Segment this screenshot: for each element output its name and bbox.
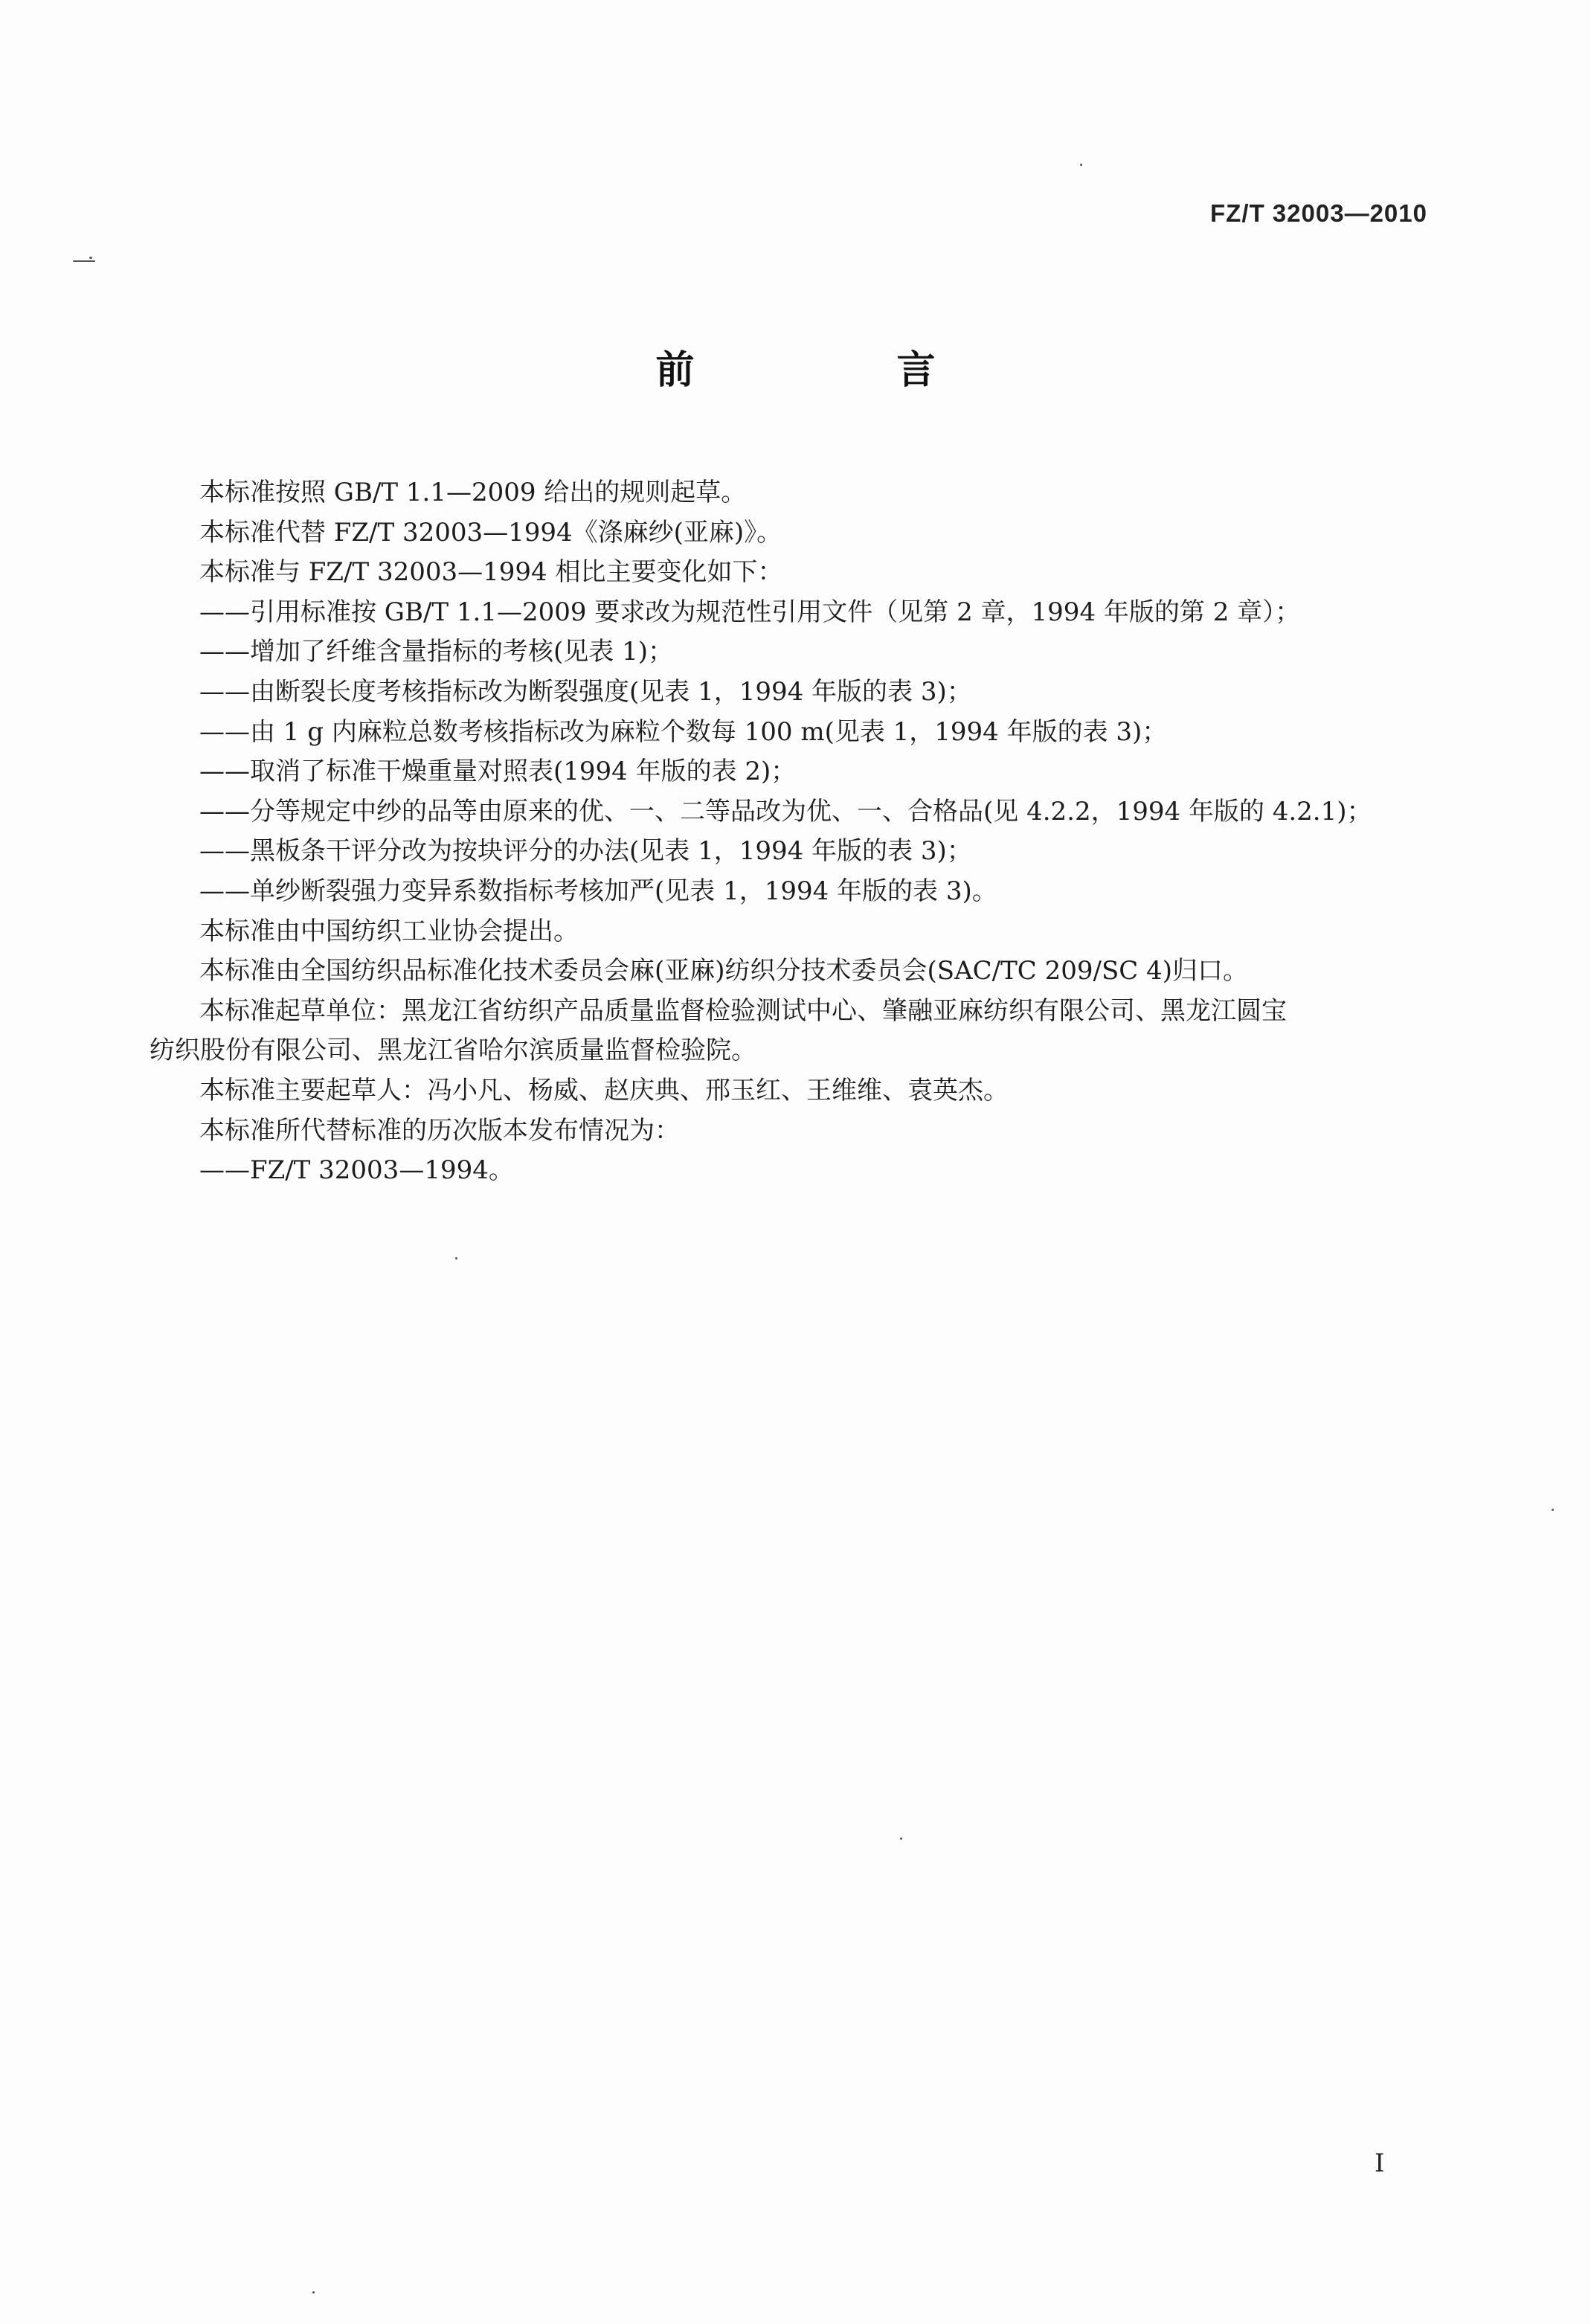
change-item: ——取消了标准干燥重量对照表(1994 年版的表 2)；	[199, 757, 797, 787]
change-item: ——黑板条干评分改为按块评分的办法(见表 1，1994 年版的表 3)；	[199, 836, 972, 867]
page-title: 前 言	[655, 348, 1018, 393]
paragraph-centralized: 本标准由全国纺织品标准化技术委员会麻(亚麻)纺织分技术委员会(SAC/TC 209/SC 4)归口。	[199, 956, 1248, 986]
paragraph-replaces: 本标准代替 FZ/T 32003—1994《涤麻纱(亚麻)》。	[199, 517, 782, 548]
change-item: ——由断裂长度考核指标改为断裂强度(见表 1，1994 年版的表 3)；	[199, 676, 972, 707]
change-item: ——增加了纤维含量指标的考核(见表 1)；	[199, 637, 673, 667]
change-item: ——单纱断裂强力变异系数指标考核加严(见表 1，1994 年版的表 3)。	[199, 876, 997, 906]
scan-speck	[1552, 1509, 1554, 1511]
change-item: ——分等规定中纱的品等由原来的优、一、二等品改为优、一、合格品(见 4.2.2，1994 年版的 4.2.1)；	[199, 796, 1372, 826]
history-item: ——FZ/T 32003—1994。	[199, 1155, 514, 1186]
paragraph-changes-intro: 本标准与 FZ/T 32003—1994 相比主要变化如下：	[199, 557, 783, 588]
scan-speck	[1080, 164, 1082, 166]
paragraph-history-intro: 本标准所代替标准的历次版本发布情况为：	[199, 1115, 680, 1146]
scan-speck	[73, 260, 95, 262]
paragraph-drafting-rules: 本标准按照 GB/T 1.1—2009 给出的规则起草。	[199, 478, 747, 507]
change-item: ——由 1 g 内麻粒总数考核指标改为麻粒个数每 100 m(见表 1，1994 年版的表 3)；	[199, 716, 1168, 747]
paragraph-drafting-units: 本标准起草单位：黑龙江省纺织产品质量监督检验测试中心、肇融亚麻纺织有限公司、黑龙江圆宝	[199, 995, 1287, 1026]
standard-code: FZ/T 32003—2010	[1210, 199, 1427, 227]
scan-speck	[455, 1257, 457, 1259]
paragraph-drafting-units-continued: 纺织股份有限公司、黑龙江省哈尔滨质量监督检验院。	[150, 1036, 756, 1066]
paragraph-drafters: 本标准主要起草人：冯小凡、杨威、赵庆典、邢玉红、王维维、袁英杰。	[199, 1075, 1009, 1105]
scan-speck	[900, 1837, 902, 1840]
scan-speck	[89, 257, 92, 259]
paragraph-proposer: 本标准由中国纺织工业协会提出。	[199, 916, 579, 946]
change-item: ——引用标准按 GB/T 1.1—2009 要求改为规范性引用文件（见第 2 章，1994 年版的第 2 章）；	[199, 597, 1301, 627]
foreword-body	[150, 473, 1434, 1191]
page-number: I	[1375, 2148, 1385, 2178]
scan-speck	[312, 2291, 315, 2293]
